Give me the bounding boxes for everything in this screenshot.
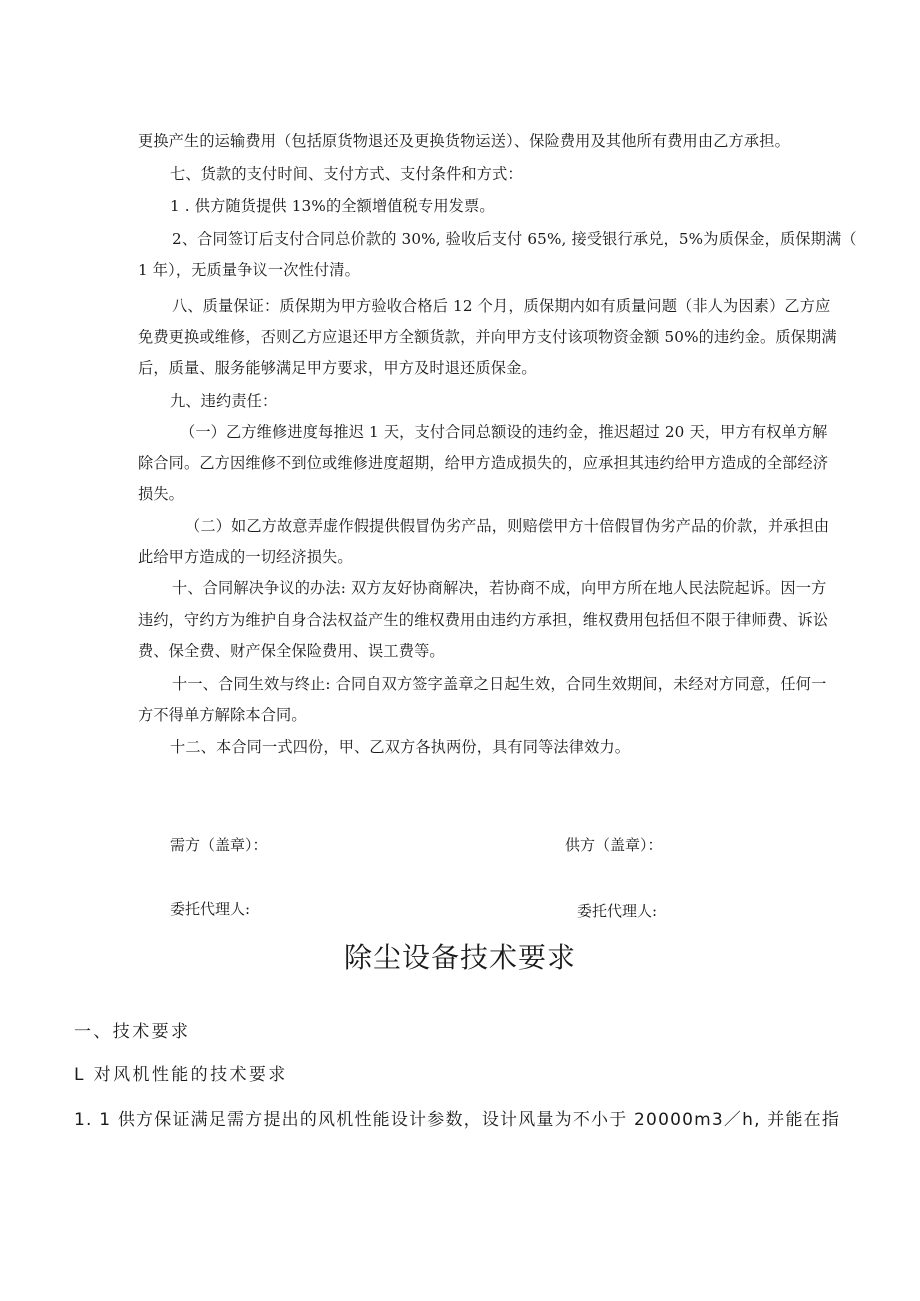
section-7-item-1: 1 . 供方随货提供 13%的全额增值税专用发票。 (170, 197, 495, 215)
supplier-agent-label: 委托代理人: (577, 902, 658, 920)
section-9-item-2-line-2: 此给甲方造成的一切经济损失。 (138, 548, 353, 566)
section-12: 十二、本合同一式四份，甲、乙双方各执两份，具有同等法律效力。 (170, 738, 631, 756)
supplier-seal-label: 供方（盖章）： (565, 836, 663, 854)
section-10-line-2: 违约，守约方为维护自身合法权益产生的维权费用由违约方承担，维权费用包括但不限于律师费、诉讼 (138, 611, 829, 629)
section-11-line-2: 方不得单方解除本合同。 (138, 706, 307, 724)
section-9-item-1-line-1: （一）乙方维修进度每推迟 1 天，支付合同总额设的违约金，推迟超过 20 天，甲方有权单方解 (180, 423, 828, 441)
spec-heading-1: 一、技术要求 (74, 1022, 191, 1042)
spec-paragraph-1-1: 1. 1 供方保证满足需方提出的风机性能设计参数，设计风量为不小于 20000m3／h, 并能在指 (74, 1110, 841, 1130)
section-8-line-3: 后，质量、服务能够满足甲方要求，甲方及时退还质保金。 (138, 359, 537, 377)
buyer-seal-label: 需方（盖章）： (170, 836, 268, 854)
section-10-line-3: 费、保全费、财产保全保险费用、误工费等。 (138, 642, 445, 660)
spec-heading-2: L 对风机性能的技术要求 (74, 1065, 288, 1085)
section-8-line-1: 八、质量保证：质保期为甲方验收合格后 12 个月，质保期内如有质量问题（非人为因素）乙方应 (172, 297, 831, 315)
section-10-line-1: 十、合同解决争议的办法: 双方友好协商解决，若协商不成，向甲方所在地人民法院起诉。因一方 (172, 579, 827, 597)
paragraph-continuation: 更换产生的运输费用（包括原货物退还及更换货物运送）、保险费用及其他所有费用由乙方承担。 (138, 132, 790, 150)
section-7-item-2-line-2: 1 年），无质量争议一次性付清。 (138, 261, 360, 279)
section-11-line-1: 十一、合同生效与终止: 合同自双方签字盖章之日起生效，合同生效期间，未经对方同意，任何一 (172, 675, 827, 693)
section-7-item-2-line-1: 2、合同签订后支付合同总价款的 30%, 验收后支付 65%, 接受银行承兑，5%为质保金，质保期满（ (172, 230, 857, 248)
section-7-title: 七、货款的支付时间、支付方式、支付条件和方式： (170, 165, 523, 183)
section-8-line-2: 免费更换或维修，否则乙方应退还甲方全额货款，并向甲方支付该项物资金额 50%的违约金。质保期满 (138, 328, 837, 346)
section-9-item-1-line-2: 除合同。乙方因维修不到位或维修进度超期，给甲方造成损失的，应承担其违约给甲方造成的全部经济 (138, 454, 829, 472)
section-9-item-1-line-3: 损失。 (138, 485, 185, 503)
section-9-title: 九、违约责任： (170, 392, 278, 410)
section-9-item-2-line-1: （二）如乙方故意弄虚作假提供假冒伪劣产品，则赔偿甲方十倍假冒伪劣产品的价款，并承担由 (185, 517, 830, 535)
spec-title: 除尘设备技术要求 (343, 941, 576, 974)
buyer-agent-label: 委托代理人: (170, 900, 251, 918)
